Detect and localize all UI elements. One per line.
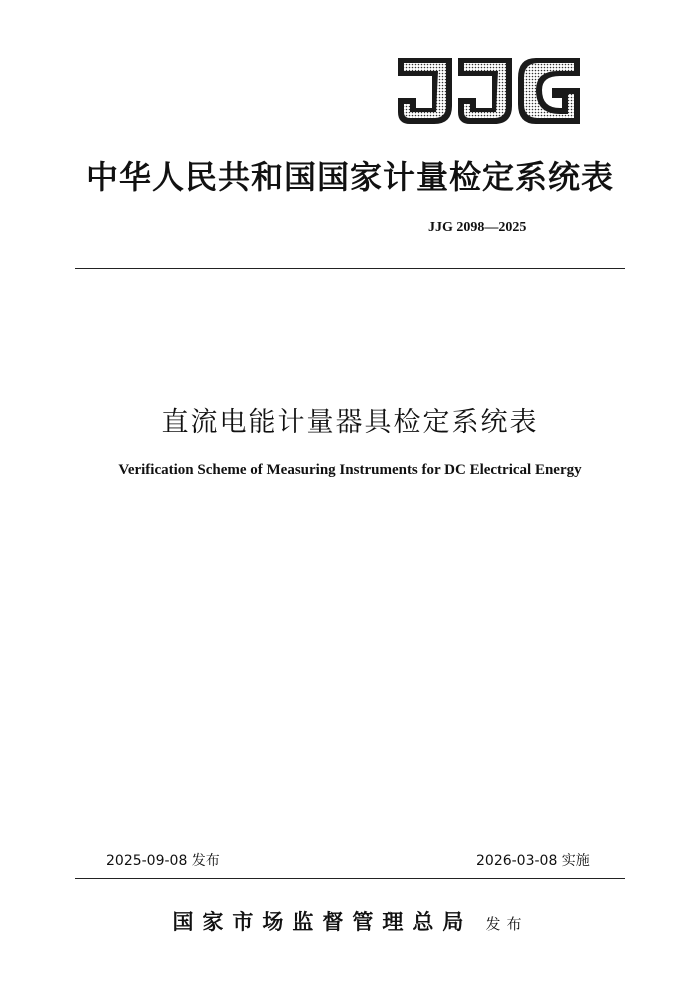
- issuer-name: 国家市场监督管理总局: [172, 909, 473, 934]
- issue-label: 发布: [485, 915, 528, 933]
- jjg-logo-icon: [396, 54, 582, 128]
- logo-letter-g: [518, 58, 580, 124]
- logo-letter-j2: [458, 58, 512, 124]
- issue-date: 2025-09-08 发布: [106, 853, 220, 869]
- top-divider: [75, 268, 625, 269]
- bottom-divider: [75, 878, 625, 879]
- standard-number: JJG 2098—2025: [428, 220, 527, 235]
- effective-date: 2026-03-08 实施: [476, 853, 590, 869]
- issuer-row: [0, 906, 700, 936]
- document-title-english: Verification Scheme of Measuring Instruments for DC Electrical Energy: [118, 462, 582, 478]
- series-title: 中华人民共和国国家计量检定系统表: [85, 158, 614, 196]
- logo-letter-j1: [398, 58, 452, 124]
- document-title-chinese: 直流电能计量器具检定系统表: [161, 407, 539, 438]
